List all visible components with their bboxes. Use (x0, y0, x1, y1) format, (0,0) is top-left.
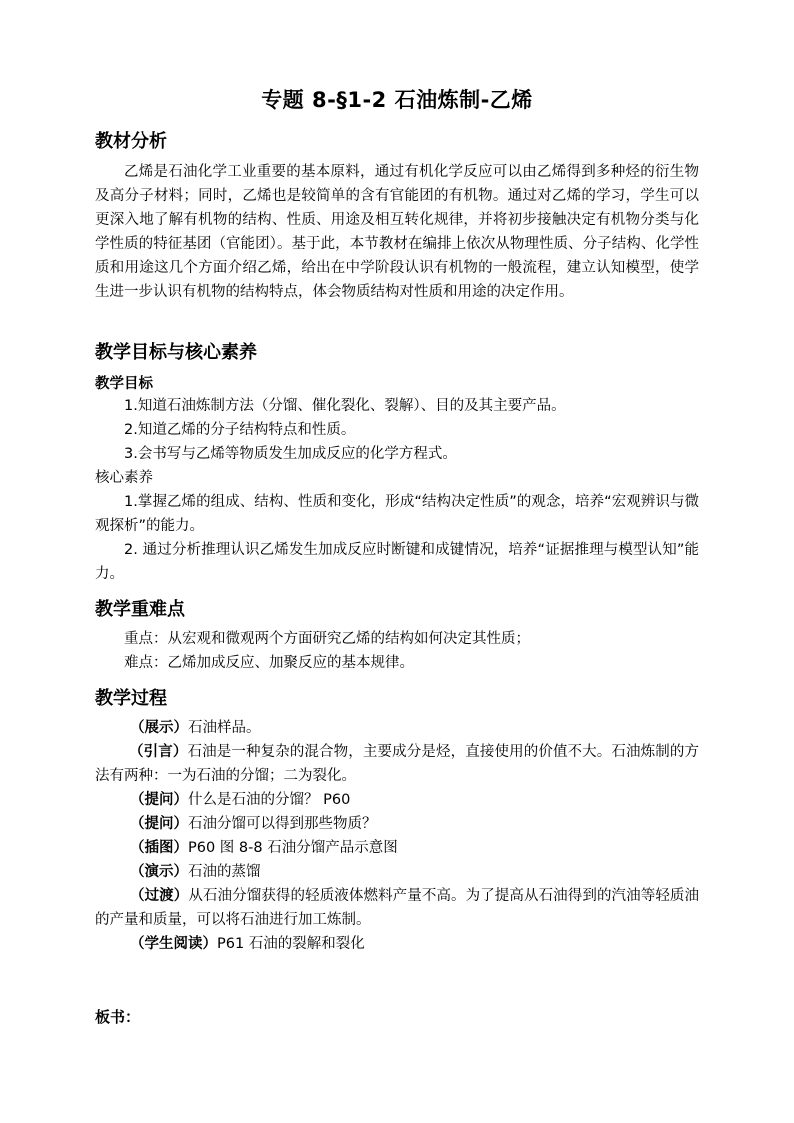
objective-item-3: 3.会书写与乙烯等物质发生加成反应的化学方程式。 (124, 446, 457, 462)
page-title: 专题 8-§1-2 石油炼制-乙烯 (261, 88, 533, 112)
step-tag: （提问） (130, 816, 188, 832)
step-text: P60 图 8-8 石油分馏产品示意图 (188, 840, 398, 856)
step-text: 石油分馏可以得到那些物质？ (188, 816, 377, 832)
process-step-2 (95, 740, 699, 788)
process-step-8 (130, 932, 365, 956)
process-step-7 (95, 884, 699, 932)
literacy-heading: 核心素养 (95, 470, 153, 486)
step-text: 石油的蒸馏 (188, 864, 261, 880)
step-tag: （插图） (130, 840, 188, 856)
literacy-item-1: 1.掌握乙烯的组成、结构、性质和变化，形成“结构决定性质”的观念，培养“宏观辨识与微观探析”的能力。 (95, 494, 699, 534)
process-step-5 (130, 836, 398, 860)
step-text: 石油样品。 (188, 720, 261, 736)
process-heading: 教学过程 (95, 688, 167, 709)
step-tag: （过渡） (130, 888, 189, 904)
goals-heading: 教学目标与核心素养 (95, 342, 257, 363)
step-text: 石油是一种复杂的混合物，主要成分是烃，直接使用的价值不大。石油炼制的方法有两种：一为石油的分馏；二为裂化。 (95, 744, 700, 784)
step-tag: （展示） (130, 720, 188, 736)
process-step-4 (130, 812, 377, 836)
literacy-item-2: 2. 通过分析推理认识乙烯发生加成反应时断键和成键情况，培养“证据推理与模型认知”能力。 (95, 542, 699, 582)
objective-item-1: 1.知道石油炼制方法（分馏、催化裂化、裂解）、目的及其主要产品。 (124, 398, 566, 414)
step-tag: （引言） (129, 744, 188, 760)
difficulties-heading: 教学重难点 (95, 599, 185, 620)
analysis-paragraph: 乙烯是石油化学工业重要的基本原料，通过有机化学反应可以由乙烯得到多种烃的衍生物及高分子材料；同时，乙烯也是较简单的含有官能团的有机物。通过对乙烯的学习，学生可以更深入地了解有机物的结构、性质、用途及相互转化规律，并将初步接触决定有机物分类与化学性质的特征基团（官能团）。基于此，本节教材在编排上依次从物理性质、分子结构、化学性质和用途这几个方面介绍乙烯，给出在中学阶段认识有机物的一般流程，建立认知模型，使学生进一步认识有机物的结构特点，体会物质结构对性质和用途的决定作用。 (95, 164, 699, 300)
step-tag: （演示） (130, 864, 188, 880)
objective-item-2: 2.知道乙烯的分子结构特点和性质。 (124, 422, 356, 438)
difficult-point: 难点：乙烯加成反应、加聚反应的基本规律。 (124, 655, 414, 671)
key-point: 重点：从宏观和微观两个方面研究乙烯的结构如何决定其性质； (124, 631, 530, 647)
step-text: 什么是石油的分馏？ P60 (188, 792, 351, 808)
step-text: P61 石油的裂解和裂化 (217, 936, 365, 952)
step-text: 从石油分馏获得的轻质液体燃料产量不高。为了提高从石油得到的汽油等轻质油的产量和质量，可以将石油进行加工炼制。 (95, 888, 700, 928)
analysis-heading: 教材分析 (95, 131, 167, 152)
process-step-6 (130, 860, 261, 884)
step-tag: （学生阅读） (130, 936, 217, 952)
process-step-1 (130, 716, 261, 740)
process-step-3 (130, 788, 350, 812)
objectives-heading: 教学目标 (95, 376, 153, 392)
step-tag: （提问） (130, 792, 188, 808)
board-heading: 板书： (95, 1008, 141, 1026)
